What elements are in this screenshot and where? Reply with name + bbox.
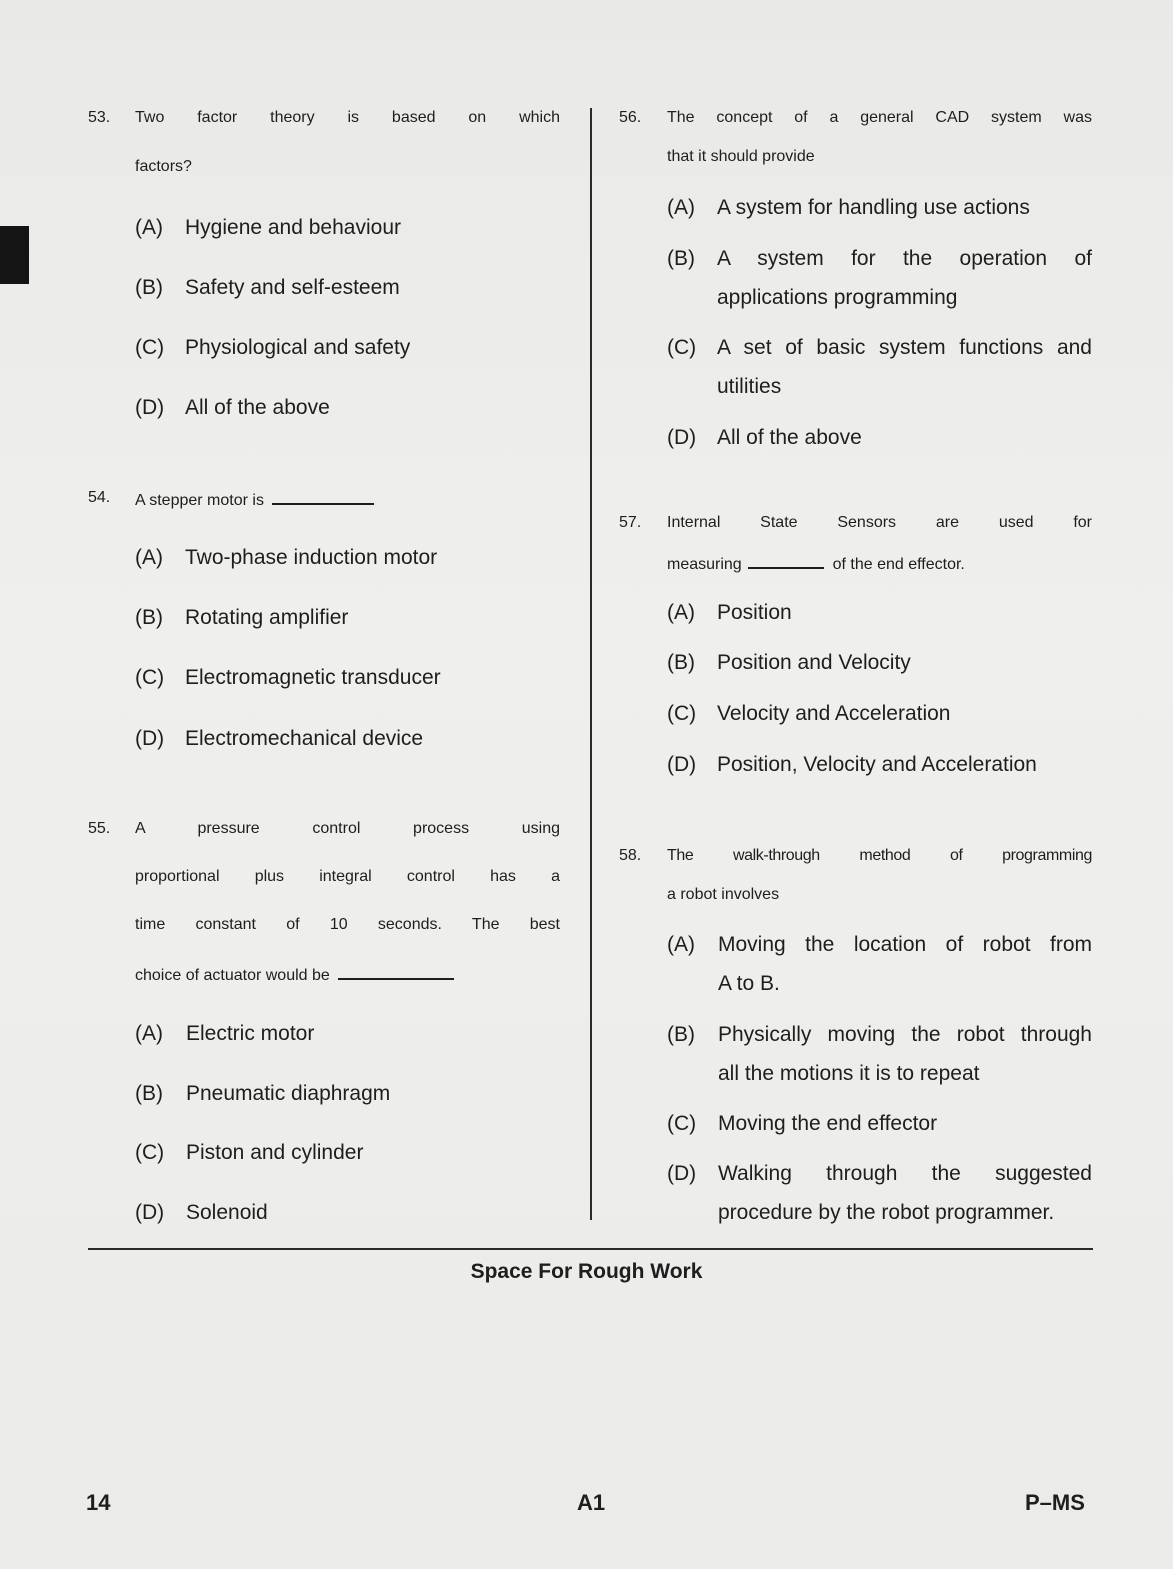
question-text: factors? [135,158,192,175]
option-d [667,750,1037,780]
column-divider [590,108,592,1220]
option-text: Velocity and Acceleration [717,702,951,725]
option-text: Moving the end effector [718,1112,938,1135]
question-number: 55. [88,820,111,837]
option-text: A to B. [718,972,780,995]
paper-code: P–MS [1025,1490,1085,1515]
option-text: Moving the location of robot from [718,933,1092,956]
option-text: Electric motor [186,1022,315,1045]
answer-blank [338,958,454,980]
question-number: 53. [88,109,111,126]
option-text: Hygiene and behaviour [185,216,401,239]
option-letter: (A) [135,546,163,569]
question-text: proportional plus integral control has a [135,868,560,885]
series-code: A1 [577,1490,606,1515]
option-letter: (C) [135,1141,165,1164]
question-number: 56. [619,109,642,126]
option-d [135,1198,268,1228]
option-text: Position [717,601,792,624]
question-text: measuring [667,556,742,573]
option-text: applications programming [717,286,958,309]
question-text: The walk-through method of programming [667,847,1092,864]
option-text: Solenoid [186,1201,268,1224]
option-b [135,273,400,303]
option-letter: (D) [667,1162,697,1185]
question-number: 54. [88,489,111,506]
option-b [135,1079,391,1109]
question-text: choice of actuator would be [135,967,330,984]
option-text: Piston and cylinder [186,1141,364,1164]
option-text: A system for handling use actions [717,196,1030,219]
option-text: procedure by the robot programmer. [718,1201,1055,1224]
question-text: a robot involves [667,886,780,903]
option-b [667,1020,695,1050]
option-letter: (D) [135,727,165,750]
question-text: A pressure control process using [135,820,560,837]
option-letter: (A) [667,196,695,219]
option-letter: (B) [667,247,695,270]
option-b [667,244,695,274]
option-text: Pneumatic diaphragm [186,1082,391,1105]
option-d [135,393,330,423]
answer-blank [272,483,374,505]
option-a [667,193,1030,223]
question-number: 57. [619,514,642,531]
option-letter: (C) [667,1112,697,1135]
option-letter: (D) [135,396,165,419]
option-text: utilities [717,375,782,398]
option-text: All of the above [185,396,330,419]
question-text: The concept of a general CAD system was [667,109,1092,126]
question-text: that it should provide [667,148,815,165]
option-text: Position and Velocity [717,651,911,674]
option-text: Walking through the suggested [718,1162,1092,1185]
option-text: Safety and self-esteem [185,276,400,299]
question-text: Two factor theory is based on which [135,109,560,126]
option-text: Physically moving the robot through [718,1023,1092,1046]
option-d [667,1159,696,1189]
option-letter: (A) [135,216,163,239]
option-text: Physiological and safety [185,336,411,359]
option-letter: (C) [667,702,697,725]
option-text: All of the above [717,426,862,449]
option-a [135,213,401,243]
option-text: Rotating amplifier [185,606,349,629]
rough-work-heading: Space For Rough Work [470,1260,703,1283]
option-c [667,1109,938,1139]
question-text: of the end effector. [832,556,965,573]
option-a [667,930,695,960]
timing-mark [0,226,29,284]
option-letter: (A) [667,933,695,956]
option-text: A system for the operation of [717,247,1092,270]
option-a [135,543,438,573]
answer-blank [748,547,824,569]
option-a [667,598,792,628]
option-letter: (B) [135,276,163,299]
option-letter: (A) [667,601,695,624]
option-b [667,648,911,678]
option-letter: (D) [667,753,697,776]
page-number: 14 [86,1490,111,1515]
footer-rule [88,1248,1093,1250]
option-c [135,663,441,693]
option-letter: (C) [135,666,165,689]
question-text: Internal State Sensors are used for [667,514,1092,531]
option-d [667,423,862,453]
option-letter: (D) [667,426,697,449]
question-text: time constant of 10 seconds. The best [135,916,560,933]
question-text: A stepper motor is [135,492,264,509]
option-c [667,699,951,729]
option-letter: (B) [667,651,695,674]
question-number: 58. [619,847,642,864]
option-text: Electromechanical device [185,727,424,750]
option-c [135,333,411,363]
option-c [135,1138,364,1168]
option-d [135,724,424,754]
option-letter: (A) [135,1022,163,1045]
option-a [135,1019,315,1049]
option-letter: (B) [667,1023,695,1046]
option-text: Position, Velocity and Acceleration [717,753,1037,776]
option-c [667,333,696,363]
option-text: Two-phase induction motor [185,546,438,569]
option-letter: (D) [135,1201,165,1224]
option-letter: (B) [135,606,163,629]
option-letter: (C) [667,336,697,359]
option-text: all the motions it is to repeat [718,1062,980,1085]
option-text: Electromagnetic transducer [185,666,441,689]
option-text: A set of basic system functions and [717,336,1092,359]
option-b [135,603,349,633]
option-letter: (C) [135,336,165,359]
option-letter: (B) [135,1082,163,1105]
